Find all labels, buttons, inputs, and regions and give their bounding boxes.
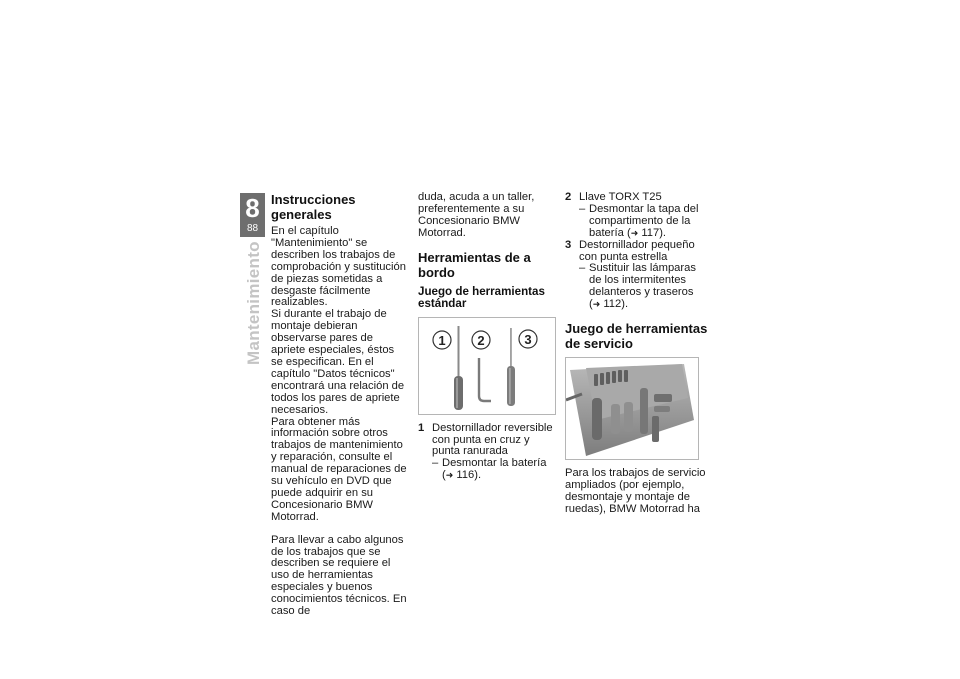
page-number: 88 <box>246 223 259 234</box>
item-text: Destornillador reversible con punta en cruz y punta ranurada <box>432 421 553 458</box>
paragraph: Para llevar a cabo algunos de los trabajos que se describen se requiere el uso de herramientas especiales y buenos conocimientos técnicos. En caso de <box>271 533 407 618</box>
paragraph: Para obtener más información sobre otros trabajos de mantenimiento y reparación, consulte el manual de reparaciones de su vehículo en DVD que puede adquirir en su Concesionario BMW Motorrad. <box>271 415 407 523</box>
sub-item-text: Desmontar la tapa del compartimento de la batería <box>589 202 699 239</box>
tools-illustration <box>419 318 555 414</box>
sub-item <box>579 263 708 311</box>
figure-label-1: 1 <box>438 332 446 348</box>
sub-item <box>579 204 708 240</box>
dash: – <box>579 202 586 215</box>
column-2 <box>418 192 558 482</box>
sub-item-text: Desmontar la batería <box>442 457 547 470</box>
reference-page: 112 <box>603 298 622 311</box>
reference-page: 117 <box>641 226 660 239</box>
arrow-icon: ➜ <box>630 227 639 238</box>
item-number: 2 <box>565 191 572 203</box>
service-kit-illustration <box>566 358 698 459</box>
sub-item <box>432 458 558 482</box>
list-item <box>565 192 708 240</box>
section-heading-onboard-tools: Herramientas de a bordo <box>418 249 531 280</box>
section-heading-general: Instrucciones generales <box>271 192 356 222</box>
reference-page: 116 <box>456 469 475 482</box>
figure-label-3: 3 <box>524 331 532 347</box>
column-3 <box>565 192 708 516</box>
chapter-title: Mantenimiento <box>244 241 263 365</box>
page-reference: (➜ 112). <box>589 298 629 311</box>
paragraph: Para los trabajos de servicio ampliados (por ejemplo, desmontaje y montaje de ruedas), BMW Motorrad ha <box>565 467 706 515</box>
list-item <box>418 423 558 483</box>
subheading-standard-toolkit: Juego de herramientas estándar <box>418 284 545 311</box>
page-reference: (➜ 116). <box>442 469 482 482</box>
column-1 <box>271 192 409 618</box>
page-reference: (➜ 117). <box>626 226 667 239</box>
subheading-service-toolkit: Juego de herramientas de servicio <box>565 321 708 352</box>
arrow-icon: ➜ <box>592 299 601 310</box>
item-number: 1 <box>418 421 425 434</box>
paragraph: En el capítulo "Mantenimiento" se describen los trabajos de comprobación y sustitución de piezas sometidas a desgaste fácilmente realizables. <box>271 225 406 309</box>
item-number: 3 <box>565 238 572 251</box>
dash: – <box>432 457 439 470</box>
dash: – <box>579 262 586 275</box>
item-text: Destornillador pequeño con punta estrella <box>579 238 695 263</box>
item-text: Llave TORX T25 <box>579 191 662 203</box>
paragraph: Si durante el trabajo de montaje debieran observarse pares de apriete especiales, éstos se especifican. En el capítulo "Datos técnicos" encontrará una relación de todos los pares de apriete necesarios. <box>271 308 405 416</box>
service-toolkit-figure <box>565 357 699 460</box>
chapter-number: 8 <box>245 193 260 223</box>
figure-label-2: 2 <box>477 332 485 348</box>
paragraph: duda, acuda a un taller, preferentemente a su Concesionario BMW Motorrad. <box>418 191 535 239</box>
standard-toolkit-figure <box>418 317 556 415</box>
sub-item-text: Sustituir las lámparas de los intermitentes delanteros y traseros <box>589 262 696 299</box>
list-item <box>565 240 708 311</box>
arrow-icon: ➜ <box>445 470 454 481</box>
